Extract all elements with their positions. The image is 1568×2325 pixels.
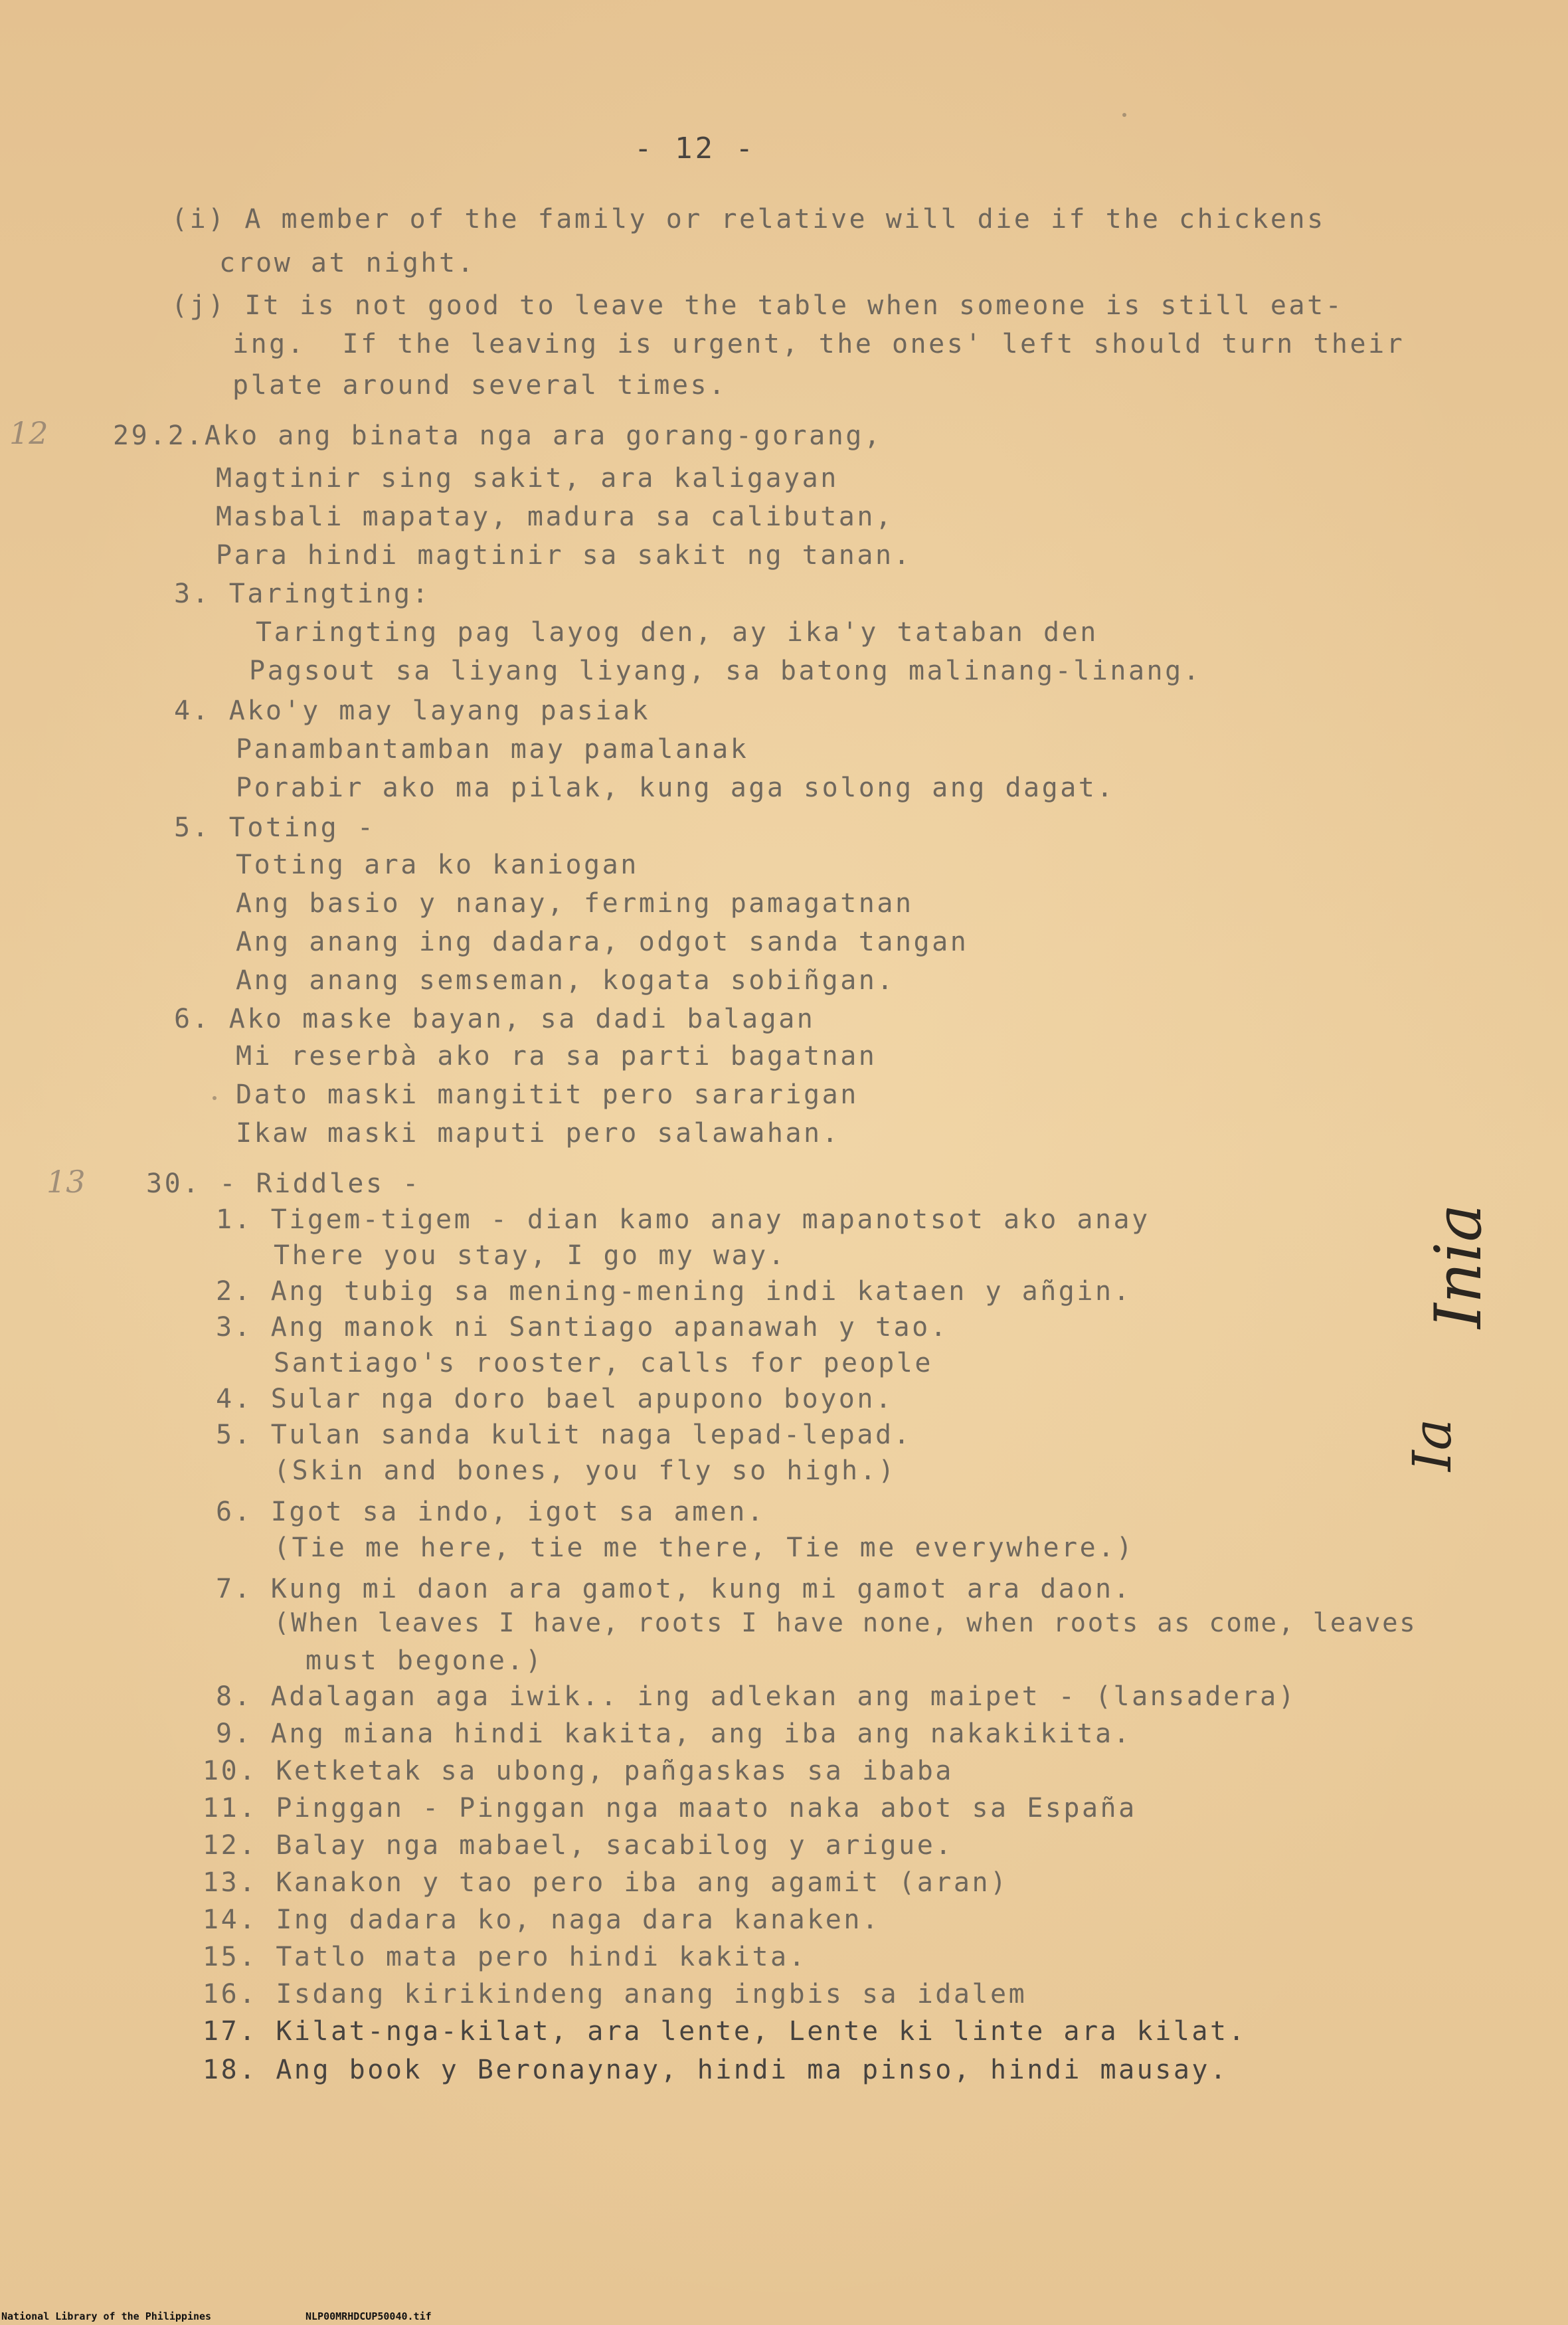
- handwritten-note: Inia: [1421, 1204, 1496, 1329]
- page-number: - 12 -: [634, 132, 756, 165]
- paper-speck: [213, 1096, 217, 1100]
- text-line: 6. Ako maske bayan, sa dadi balagan: [174, 1004, 816, 1034]
- text-line: 5. Tulan sanda kulit naga lepad-lepad.: [216, 1420, 913, 1450]
- text-line: (i) A member of the family or relative will die if the chickens: [171, 204, 1326, 234]
- text-line: 1. Tigem-tigem - dian kamo anay mapanotsot ako anay: [216, 1204, 1150, 1235]
- text-line: Taringting pag layog den, ay ika'y tataban den: [256, 617, 1098, 648]
- text-line: 30. - Riddles -: [146, 1168, 421, 1199]
- text-line: 5. Toting -: [174, 812, 376, 843]
- text-line: (Skin and bones, you fly so high.): [274, 1455, 897, 1486]
- text-line: 2. Ang tubig sa mening-mening indi kataen y añgin.: [216, 1276, 1132, 1307]
- text-line: (j) It is not good to leave the table when someone is still eat-: [171, 290, 1344, 321]
- text-line: Para hindi magtinir sa sakit ng tanan.: [216, 540, 913, 571]
- text-line: 6. Igot sa indo, igot sa amen.: [216, 1497, 766, 1527]
- text-line: Panambantamban may pamalanak: [236, 734, 749, 765]
- text-line: 17. Kilat-nga-kilat, ara lente, Lente ki linte ara kilat.: [203, 2016, 1247, 2047]
- text-line: 10. Ketketak sa ubong, pañgaskas sa ibaba: [203, 1756, 954, 1786]
- text-line: Ang basio y nanay, ferming pamagatnan: [236, 888, 914, 919]
- text-line: must begone.): [305, 1645, 544, 1676]
- text-line: Santiago's rooster, calls for people: [274, 1348, 933, 1378]
- footer-filename: NLP00MRHDCUP50040.tif: [305, 2310, 432, 2322]
- text-line: Ang anang ing dadara, odgot sanda tangan: [236, 927, 969, 957]
- margin-note-13: 13: [46, 1164, 86, 1200]
- text-line: 11. Pinggan - Pinggan nga maato naka abot sa España: [203, 1793, 1137, 1823]
- handwritten-note: Ia: [1401, 1418, 1463, 1471]
- text-line: 4. Sular nga doro bael apupono boyon.: [216, 1384, 894, 1414]
- text-line: 13. Kanakon y tao pero iba ang agamit (aran): [203, 1867, 1009, 1898]
- text-line: There you stay, I go my way.: [274, 1240, 787, 1271]
- footer-library: National Library of the Philippines: [1, 2310, 212, 2322]
- text-line: 18. Ang book y Beronaynay, hindi ma pinso, hindi mausay.: [203, 2055, 1229, 2085]
- text-line: 15. Tatlo mata pero hindi kakita.: [203, 1942, 808, 1972]
- text-line: 3. Ang manok ni Santiago apanawah y tao.: [216, 1312, 949, 1343]
- text-line: Magtinir sing sakit, ara kaligayan: [216, 463, 839, 494]
- text-line: Mi reserbà ako ra sa parti bagatnan: [236, 1041, 877, 1071]
- text-line: 3. Taringting:: [174, 579, 431, 609]
- text-line: crow at night.: [219, 248, 476, 278]
- text-line: Ang anang semseman, kogata sobiñgan.: [236, 965, 895, 996]
- text-line: (Tie me here, tie me there, Tie me everywhere.): [274, 1533, 1135, 1563]
- text-line: 7. Kung mi daon ara gamot, kung mi gamot ara daon.: [216, 1574, 1132, 1604]
- text-line: Dato maski mangitit pero sararigan: [236, 1079, 859, 1110]
- paper-speck: [1122, 113, 1126, 117]
- text-line: Pagsout sa liyang liyang, sa batong malinang-linang.: [249, 656, 1202, 686]
- text-line: 12. Balay nga mabael, sacabilog y arigue.: [203, 1830, 954, 1861]
- text-line: (When leaves I have, roots I have none, when roots as come, leaves: [274, 1608, 1417, 1638]
- text-line: plate around several times.: [232, 370, 727, 401]
- margin-note-12: 12: [9, 415, 48, 451]
- text-line: Ikaw maski maputi pero salawahan.: [236, 1118, 841, 1149]
- text-line: 8. Adalagan aga iwik.. ing adlekan ang maipet - (lansadera): [216, 1681, 1297, 1712]
- text-line: 4. Ako'y may layang pasiak: [174, 696, 651, 726]
- text-line: 16. Isdang kirikindeng anang ingbis sa idalem: [203, 1979, 1027, 2009]
- text-line: Masbali mapatay, madura sa calibutan,: [216, 502, 894, 532]
- text-line: Porabir ako ma pilak, kung aga solong ang dagat.: [236, 773, 1115, 803]
- text-line: ing. If the leaving is urgent, the ones' left should turn their: [232, 329, 1405, 359]
- text-line: 9. Ang miana hindi kakita, ang iba ang nakakikita.: [216, 1719, 1132, 1749]
- text-line: Toting ara ko kaniogan: [236, 850, 639, 880]
- text-line: 14. Ing dadara ko, naga dara kanaken.: [203, 1905, 881, 1935]
- text-line: 29.2.Ako ang binata nga ara gorang-gorang,: [113, 420, 883, 451]
